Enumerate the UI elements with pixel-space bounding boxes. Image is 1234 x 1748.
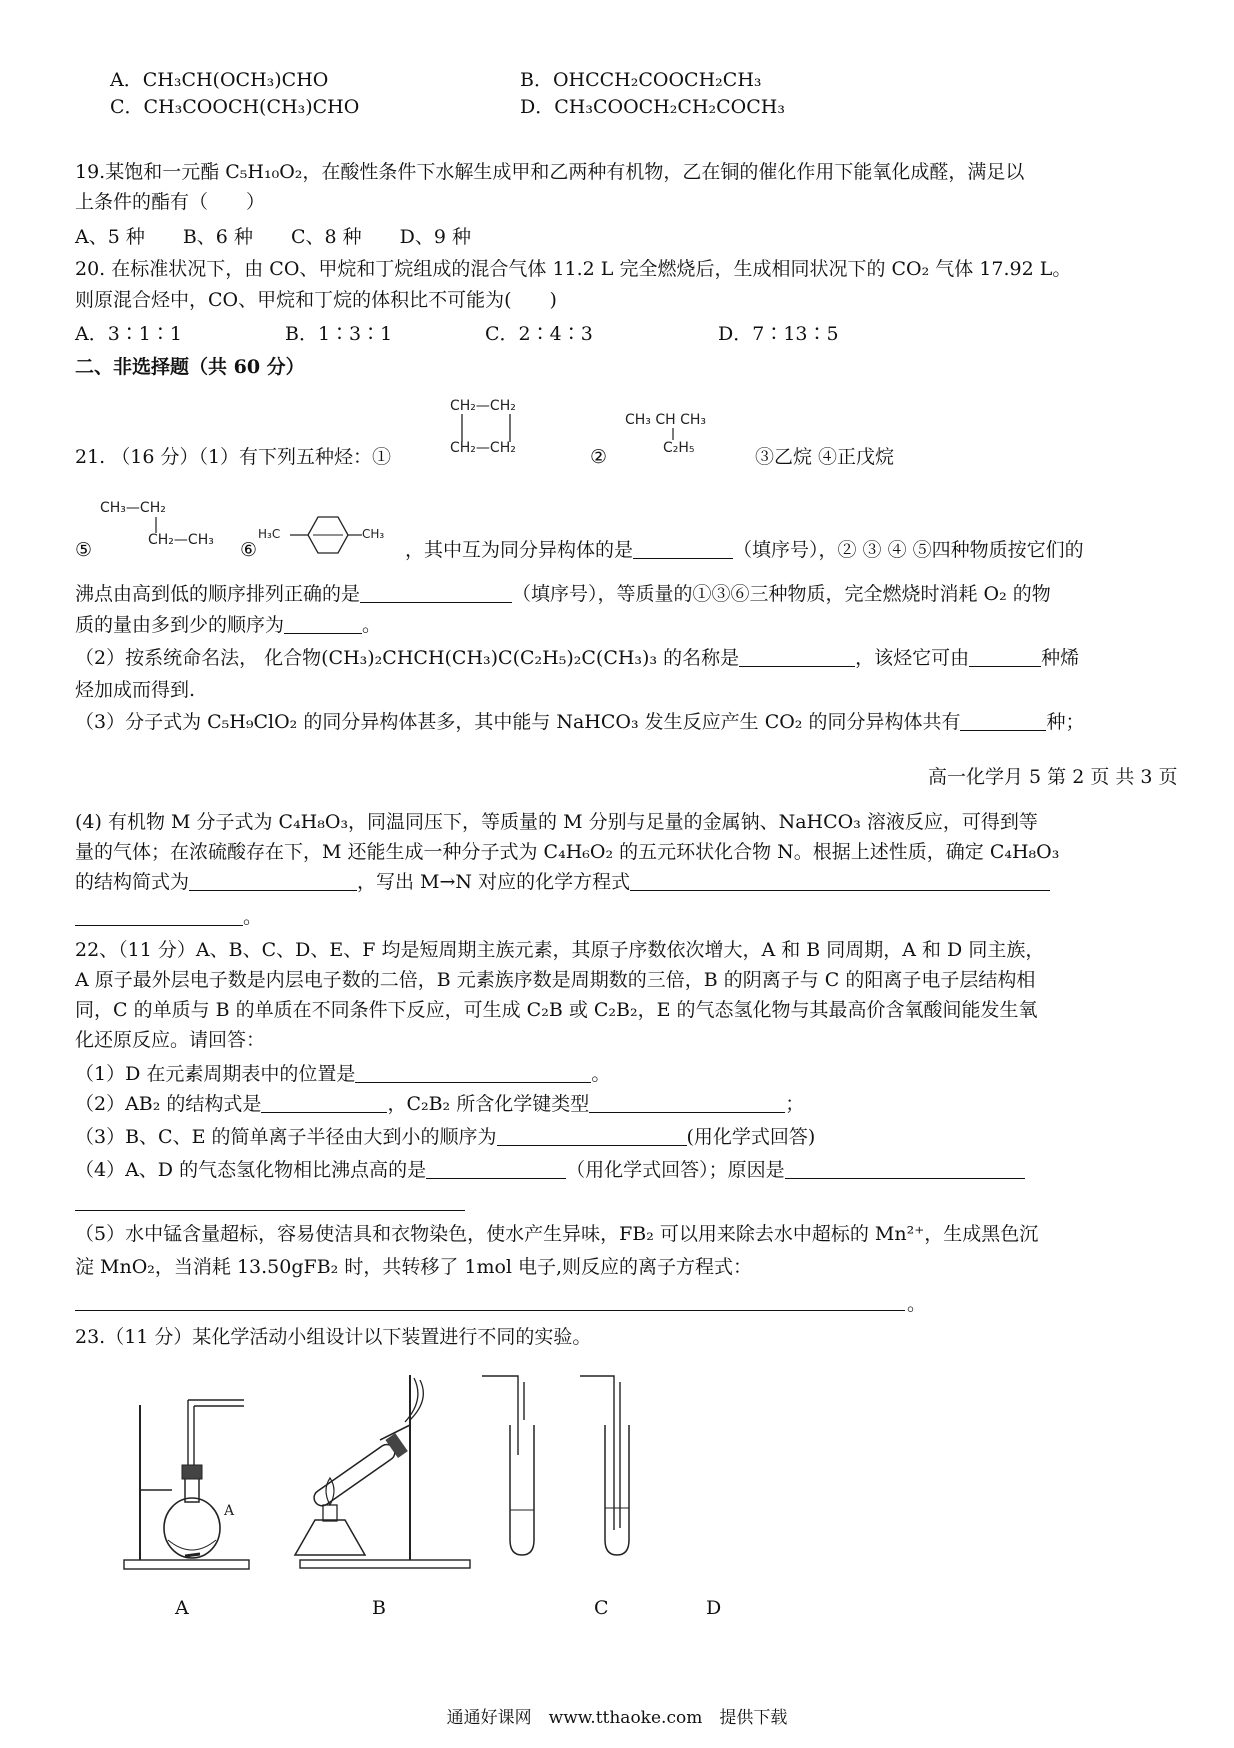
q19-line-1: 19.某饱和一元酯 C₅H₁₀O₂，在酸性条件下水解生成甲和乙两种有机物，乙在铜的催化作用下能氧化成醛，满足以 [75, 161, 1025, 183]
q22-part-4 [75, 1158, 1025, 1182]
q21-line-3-a: 沸点由高到低的顺序排列正确的是 [75, 583, 361, 605]
isopentane-branch: C₂H₅ [663, 440, 695, 456]
answer-blank[interactable] [284, 613, 362, 634]
answer-blank[interactable] [75, 905, 243, 926]
figure-label-b: B [372, 1597, 386, 1619]
q21-part-3-b: 种； [1046, 711, 1085, 733]
q21-line-4 [75, 613, 381, 637]
q20-line-1: 20. 在标准状况下，由 CO、甲烷和丁烷组成的混合气体 11.2 L 完全燃烧后，生成相同状况下的 CO₂ 气体 17.92 L。 [75, 258, 1072, 280]
q21-part-4-line-1: (4) 有机物 M 分子式为 C₄H₈O₃，同温同压下，等质量的 M 分别与足量的金属钠、NaHCO₃ 溶液反应，可得到等 [75, 811, 1038, 833]
apparatus-d [580, 1376, 629, 1555]
apparatus-b [295, 1375, 470, 1568]
pentane-structure [100, 500, 240, 556]
structure-5-number: ⑤ [75, 539, 93, 561]
isopentane-main: CH₃ CH CH₃ [625, 412, 707, 428]
q21-line-4-a: 质的量由多到少的顺序为 [75, 614, 285, 636]
answer-line[interactable] [75, 1210, 465, 1211]
q21-intro: 21. （16 分）（1）有下列五种烃：① [75, 446, 392, 468]
q22-part-3-a: （3）B、C、E 的简单离子半径由大到小的顺序为 [75, 1126, 497, 1148]
answer-line[interactable] [75, 1310, 905, 1311]
q20-option-b: B．1∶3∶1 [285, 323, 393, 345]
q22-part-4-a: （4）A、D 的气态氢化物相比沸点高的是 [75, 1159, 427, 1181]
pentane-bottom: CH₂—CH₃ [148, 532, 214, 548]
q21-line-3-b: （填序号），等质量的①③⑥三种物质，完全燃烧时消耗 O₂ 的物 [512, 583, 1051, 605]
page-number-footer: 高一化学月 5 第 2 页 共 3 页 [928, 766, 1178, 788]
q22-part-1-a: （1）D 在元素周期表中的位置是 [75, 1063, 356, 1085]
answer-blank[interactable] [589, 1092, 785, 1113]
answer-blank[interactable] [497, 1125, 687, 1146]
flask-label: A [224, 1503, 235, 1519]
q21-part-4-end: 。 [243, 906, 263, 928]
structure-3-4-text: ③乙烷 ④正戊烷 [755, 446, 895, 468]
figure-label-d: D [706, 1597, 722, 1619]
answer-blank[interactable] [360, 582, 512, 603]
q22-part-5-line-1: （5）水中锰含量超标，容易使洁具和衣物染色，使水产生异味，FB₂ 可以用来除去水中超标的 Mn²⁺，生成黑色沉 [75, 1223, 1039, 1245]
q21-part-4-line-2: 量的气体；在浓硫酸存在下，M 还能生成一种分子式为 C₄H₆O₂ 的五元环状化合物 N。根据上述性质，确定 C₄H₈O₃ [75, 841, 1060, 863]
q20-option-d: D．7∶13∶5 [718, 323, 839, 345]
q18-option-a: A．CH₃CH(OCH₃)CHO [110, 69, 329, 91]
xylene-left-methyl: H₃C [258, 527, 281, 541]
answer-blank[interactable] [189, 870, 357, 891]
isopentane-structure [625, 412, 735, 462]
q22-part-5-end: 。 [907, 1293, 927, 1315]
structure-2-number: ② [590, 446, 608, 468]
q21-part-2-a: （2）按系统命名法， 化合物(CH₃)₂CHCH(CH₃)C(C₂H₅)₂C(CH₃)₃ 的名称是 [75, 647, 740, 669]
q21-part-2-b: ，该烃它可由 [855, 647, 970, 669]
q19-options: A、5 种 B、6 种 C、8 种 D、9 种 [75, 226, 471, 248]
q22-part-2 [75, 1092, 804, 1116]
q21-part-2-line-2: 烃加成而得到. [75, 679, 196, 701]
figure-label-a: A [175, 1597, 189, 1619]
apparatus-c [482, 1376, 534, 1555]
structure-6-number: ⑥ [240, 539, 258, 561]
site-footer: 通通好课网 www.tthaoke.com 提供下载 [446, 1708, 788, 1728]
q22-line-3: 同，C 的单质与 B 的单质在不同条件下反应，可生成 C₂B 或 C₂B₂，E 的气态氢化物与其最高价含氧酸间能发生氧 [75, 999, 1038, 1021]
q22-line-4: 化还原反应。请回答： [75, 1029, 266, 1051]
q22-part-2-b: ，C₂B₂ 所含化学键类型 [387, 1093, 590, 1115]
q21-part-3 [75, 710, 1084, 734]
q21-part-3-a: （3）分子式为 C₅H₉ClO₂ 的同分异构体甚多，其中能与 NaHCO₃ 发生反应产生 CO₂ 的同分异构体共有 [75, 711, 961, 733]
q21-line-4-b: 。 [362, 614, 382, 636]
q22-line-1: 22、（11 分）A、B、C、D、E、F 均是短周期主族元素，其原子序数依次增大，A 和 B 同周期，A 和 D 同主族， [75, 939, 1045, 961]
q21-line-3 [75, 582, 1051, 606]
answer-blank[interactable] [785, 1158, 1025, 1179]
q21-part-2 [75, 646, 1079, 670]
q22-part-2-c: ； [785, 1093, 805, 1115]
q21-part-4-line-3 [75, 870, 1050, 894]
answer-blank[interactable] [426, 1158, 566, 1179]
answer-blank[interactable] [355, 1062, 591, 1083]
cyclobutane-structure [450, 398, 540, 463]
answer-blank[interactable] [633, 538, 733, 559]
q18-option-c: C．CH₃COOCH(CH₃)CHO [110, 96, 360, 118]
q22-part-3 [75, 1125, 815, 1149]
q21-part-2-c: 种烯 [1041, 647, 1080, 669]
pentane-top: CH₃—CH₂ [100, 500, 166, 516]
q21-part-4-line-3-a: 的结构简式为 [75, 871, 190, 893]
apparatus-a [124, 1400, 249, 1569]
xylene-right-methyl: CH₃ [362, 527, 385, 541]
p-xylene-structure [258, 500, 398, 570]
answer-blank[interactable] [630, 870, 1050, 891]
q22-line-2: A 原子最外层电子数是内层电子数的二倍，B 元素族序数是周期数的三倍，B 的阴离子与 C 的阳离子电子层结构相 [75, 969, 1036, 991]
q22-part-4-b: （用化学式回答）；原因是 [566, 1159, 785, 1181]
q19-line-2: 上条件的酯有（ ） [75, 191, 266, 213]
q22-part-3-b: (用化学式回答) [686, 1126, 816, 1148]
answer-blank[interactable] [739, 646, 855, 667]
answer-blank[interactable] [261, 1092, 387, 1113]
q18-option-b: B．OHCCH₂COOCH₂CH₃ [520, 69, 762, 91]
section-heading: 二、非选择题（共 60 分） [75, 356, 305, 378]
q21-part-4-line-3-b: ，写出 M→N 对应的化学方程式 [357, 871, 631, 893]
ring-bottom: CH₂—CH₂ [450, 440, 516, 456]
q21-line-2 [405, 538, 1084, 562]
q22-part-2-a: （2）AB₂ 的结构式是 [75, 1093, 262, 1115]
q18-option-d: D．CH₃COOCH₂CH₂COCH₃ [520, 96, 785, 118]
q20-option-c: C．2∶4∶3 [485, 323, 593, 345]
q21-part-4-line-4 [75, 905, 262, 929]
q20-option-a: A．3∶1∶1 [75, 323, 182, 345]
q21-line-2-b: （填序号），② ③ ④ ⑤四种物质按它们的 [733, 539, 1084, 561]
q22-part-1 [75, 1062, 610, 1086]
figure-label-c: C [594, 1597, 609, 1619]
answer-blank[interactable] [969, 646, 1041, 667]
q21-line-2-a: ，其中互为同分异构体的是 [405, 539, 634, 561]
answer-blank[interactable] [960, 710, 1046, 731]
q22-part-1-b: 。 [591, 1063, 611, 1085]
q23-line-1: 23.（11 分）某化学活动小组设计以下装置进行不同的实验。 [75, 1326, 592, 1348]
apparatus-figure [110, 1360, 770, 1580]
ring-top: CH₂—CH₂ [450, 398, 516, 414]
q22-part-5-line-2: 淀 MnO₂，当消耗 13.50gFB₂ 时，共转移了 1mol 电子,则反应的离子方程式： [75, 1256, 753, 1278]
q20-line-2: 则原混合烃中，CO、甲烷和丁烷的体积比不可能为( ) [75, 289, 557, 311]
